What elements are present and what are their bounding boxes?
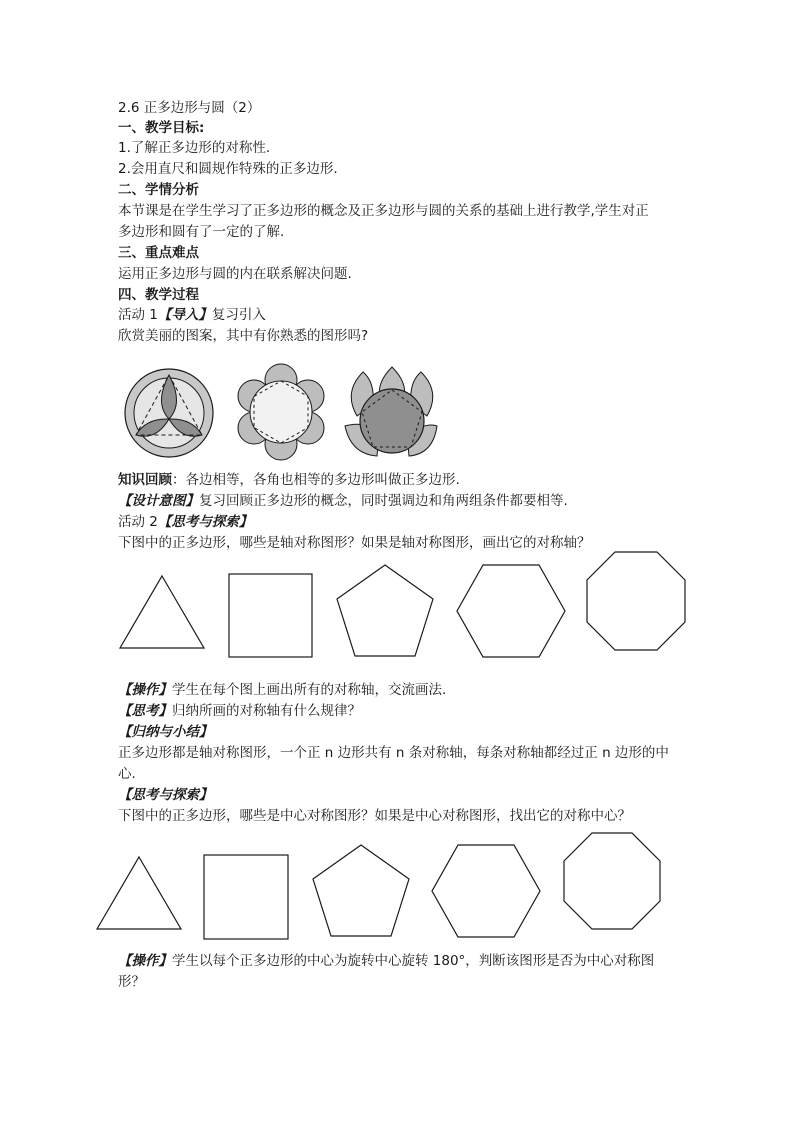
activity-2-line (118, 512, 252, 532)
activity-1-prefix: 活动 1 (118, 307, 158, 323)
activity-1-line (118, 305, 266, 325)
regular-hexagon-figure-2 (430, 843, 542, 940)
objective-item: 2.会用直尺和圆规作特殊的正多边形. (118, 161, 338, 177)
operation-2-text-cont: 形？ (118, 974, 145, 990)
pentagon-flower-pattern (337, 364, 447, 474)
regular-triangle-figure (118, 572, 206, 652)
knowledge-recall-line (118, 470, 460, 490)
summary-text-line: 心. (118, 766, 136, 782)
section-heading-process: 四、教学过程 (118, 287, 199, 303)
regular-triangle-figure-2 (95, 853, 183, 933)
regular-pentagon-figure-2 (311, 843, 411, 939)
operation-2-text: 学生以每个正多边形的中心为旋转中心旋转 180°，判断该图形是否为中心对称图 (172, 953, 655, 969)
operation-2-line (118, 951, 654, 971)
design-intent-text: 复习回顾正多边形的概念，同时强调边和角两组条件都要相等. (199, 493, 568, 509)
think-text: 归纳所画的对称轴有什么规律？ (172, 703, 361, 719)
operation-1-line (118, 680, 446, 700)
question-2: 下图中的正多边形，哪些是轴对称图形？如果是轴对称图形，画出它的对称轴？ (118, 535, 591, 551)
activity-1-rest: 复习引入 (211, 307, 266, 323)
square-figure (228, 573, 314, 659)
regular-octagon-figure (585, 550, 687, 652)
section-heading-analysis: 二、学情分析 (118, 182, 199, 198)
square-figure-2 (203, 854, 289, 940)
activity-2-tag: 【思考与探索】 (157, 514, 253, 530)
objective-item: 1.了解正多边形的对称性. (118, 140, 271, 156)
section-heading-keypoints: 三、重点难点 (118, 245, 199, 261)
keypoints-text: 运用正多边形与圆的内在联系解决问题. (118, 266, 352, 282)
activity-2-prefix: 活动 2 (118, 514, 158, 530)
triangle-circle-pattern (120, 363, 220, 463)
explore-tag: 【思考与探索】 (118, 787, 213, 803)
summary-tag: 【归纳与小结】 (118, 724, 213, 740)
operation-1-tag: 【操作】 (118, 682, 172, 698)
recall-text: ：各边相等，各角也相等的多边形叫做正多边形. (172, 472, 460, 488)
document-title: 2.6 正多边形与圆（2） (118, 100, 261, 116)
summary-text-line: 正多边形都是轴对称图形，一个正 n 边形共有 n 条对称轴，每条对称轴都经过正 n 边形的中 (118, 745, 669, 761)
think-tag: 【思考】 (118, 703, 172, 719)
flower-hexagon-pattern (236, 367, 326, 457)
design-intent-line (118, 491, 568, 511)
activity-1-tag: 【导入】 (157, 307, 212, 323)
analysis-text-line: 本节课是在学生学习了正多边形的概念及正多边形与圆的关系的基础上进行教学,学生对正 (118, 203, 649, 219)
question-3: 下图中的正多边形，哪些是中心对称图形？如果是中心对称图形，找出它的对称中心？ (118, 808, 631, 824)
regular-hexagon-figure (455, 563, 567, 660)
section-heading-objectives: 一、教学目标: (118, 120, 205, 136)
design-intent-tag: 【设计意图】 (118, 493, 199, 509)
operation-1-text: 学生在每个图上画出所有的对称轴，交流画法. (172, 682, 447, 698)
regular-pentagon-figure (334, 563, 436, 659)
analysis-text-line: 多边形和圆有了一定的了解. (118, 224, 285, 240)
regular-octagon-figure-2 (562, 831, 662, 931)
operation-2-tag: 【操作】 (118, 953, 172, 969)
think-line (118, 701, 361, 721)
question-1: 欣赏美丽的图案，其中有你熟悉的图形吗? (118, 328, 369, 344)
recall-label: 知识回顾 (118, 472, 172, 488)
